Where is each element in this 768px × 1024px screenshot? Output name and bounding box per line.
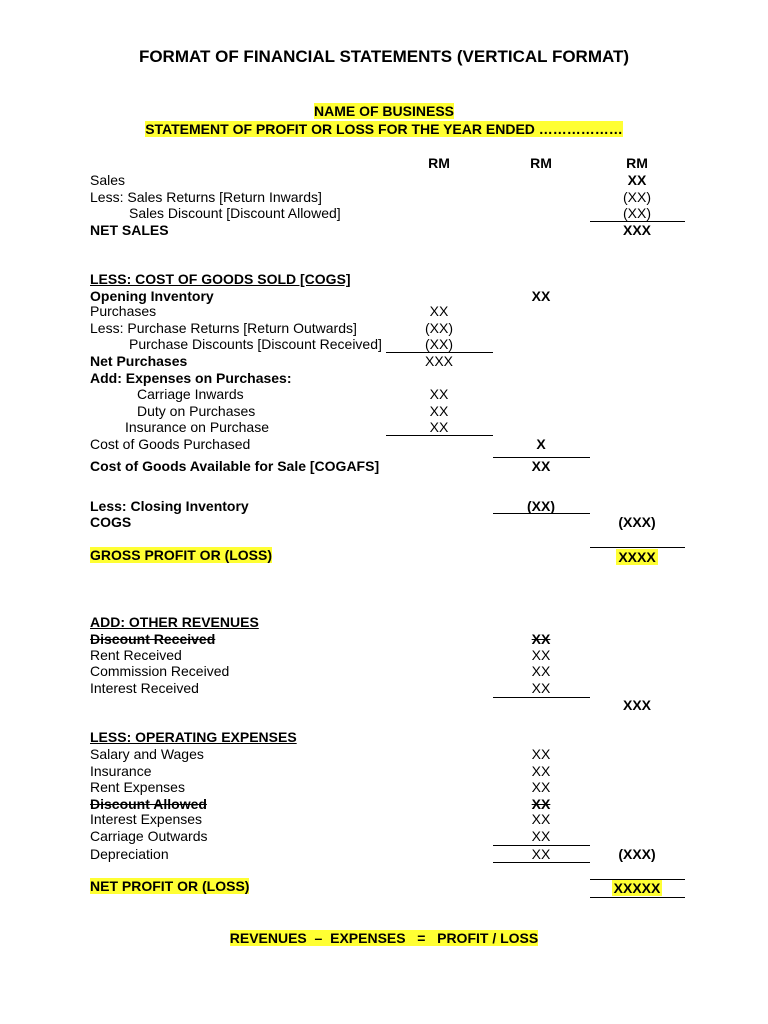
column-header-1: RM	[428, 155, 450, 171]
cost-purchased-value: X	[536, 436, 546, 452]
divider	[493, 862, 590, 863]
list-item-value: XX	[531, 828, 551, 844]
column-header-2: RM	[530, 155, 552, 171]
add-expenses-label: Add: Expenses on Purchases:	[90, 370, 292, 386]
cogs-value: (XXX)	[618, 514, 656, 530]
operating-expenses-heading: LESS: OPERATING EXPENSES	[90, 729, 297, 745]
list-item-value: XX	[531, 663, 551, 679]
insurance-purchase-label: Insurance on Purchase	[125, 419, 269, 435]
list-item-value: XX	[531, 680, 551, 696]
list-item: Rent Received	[90, 647, 182, 663]
profit-formula: REVENUES – EXPENSES = PROFIT / LOSS	[229, 930, 539, 946]
divider	[493, 697, 590, 698]
other-revenues-total: XXX	[622, 697, 651, 713]
purchases-value: XX	[429, 303, 449, 319]
insurance-purchase-value: XX	[429, 419, 449, 435]
cogafs-value: XX	[531, 458, 551, 474]
business-name: NAME OF BUSINESS	[313, 103, 454, 119]
net-purchases-label: Net Purchases	[90, 353, 188, 369]
net-sales-label: NET SALES	[90, 222, 169, 238]
sales-discount-label: Sales Discount [Discount Allowed]	[129, 205, 341, 221]
purchases-label: Purchases	[90, 303, 157, 319]
list-item: Depreciation	[90, 846, 169, 862]
list-item: Discount Received	[90, 631, 216, 647]
list-item-value: XX	[531, 811, 551, 827]
carriage-inwards-label: Carriage Inwards	[137, 386, 244, 402]
list-item-value: XX	[531, 647, 551, 663]
sales-value: XX	[627, 172, 647, 188]
carriage-inwards-value: XX	[429, 386, 449, 402]
list-item: Commission Received	[90, 663, 230, 679]
divider	[590, 547, 685, 548]
list-item-value: XX	[531, 763, 551, 779]
cost-purchased-label: Cost of Goods Purchased	[90, 436, 251, 452]
list-item-value: XX	[531, 746, 551, 762]
net-sales-value: XXX	[622, 222, 651, 238]
other-revenues-heading: ADD: OTHER REVENUES	[90, 614, 259, 630]
list-item-value: XX	[531, 631, 551, 647]
list-item-value: XX	[531, 796, 551, 812]
page-title: FORMAT OF FINANCIAL STATEMENTS (VERTICAL FORMAT)	[138, 47, 630, 66]
purchase-discounts-value: (XX)	[425, 336, 453, 352]
sales-discount-value: (XX)	[623, 205, 651, 221]
sales-returns-value: (XX)	[623, 189, 651, 205]
list-item: Interest Received	[90, 680, 199, 696]
purchase-discounts-label: Purchase Discounts [Discount Received]	[129, 336, 382, 352]
net-profit-value: XXXXX	[613, 880, 661, 896]
divider	[493, 513, 590, 514]
list-item: Carriage Outwards	[90, 828, 208, 844]
list-item: Interest Expenses	[90, 811, 203, 827]
purchase-returns-value: (XX)	[425, 320, 453, 336]
net-profit-label: NET PROFIT OR (LOSS)	[90, 878, 250, 894]
statement-title: STATEMENT OF PROFIT OR LOSS FOR THE YEAR ENDED ………………	[145, 121, 623, 137]
gross-profit-value: XXXX	[618, 549, 656, 565]
net-purchases-value: XXX	[424, 353, 453, 369]
column-header-3: RM	[626, 155, 648, 171]
list-item: Insurance	[90, 763, 152, 779]
closing-inventory-value: (XX)	[527, 498, 555, 514]
gross-profit-label: GROSS PROFIT OR (LOSS)	[90, 547, 273, 563]
sales-returns-label: Less: Sales Returns [Return Inwards]	[90, 189, 322, 205]
list-item: Rent Expenses	[90, 779, 185, 795]
list-item-value: XX	[531, 846, 551, 862]
operating-expenses-total: (XXX)	[618, 846, 656, 862]
cogs-heading: LESS: COST OF GOODS SOLD [COGS]	[90, 271, 351, 287]
list-item: Discount Allowed	[90, 796, 207, 812]
list-item-value: XX	[531, 779, 551, 795]
divider	[386, 435, 493, 436]
opening-inventory-label: Opening Inventory	[90, 288, 214, 304]
purchase-returns-label: Less: Purchase Returns [Return Outwards]	[90, 320, 357, 336]
opening-inventory-value: XX	[531, 288, 551, 304]
cogs-label: COGS	[90, 514, 132, 530]
list-item: Salary and Wages	[90, 746, 204, 762]
sales-label: Sales	[90, 172, 126, 188]
divider	[590, 897, 685, 898]
cogafs-label: Cost of Goods Available for Sale [COGAFS]	[90, 458, 380, 474]
duty-label: Duty on Purchases	[137, 403, 256, 419]
duty-value: XX	[429, 403, 449, 419]
closing-inventory-label: Less: Closing Inventory	[90, 498, 249, 514]
